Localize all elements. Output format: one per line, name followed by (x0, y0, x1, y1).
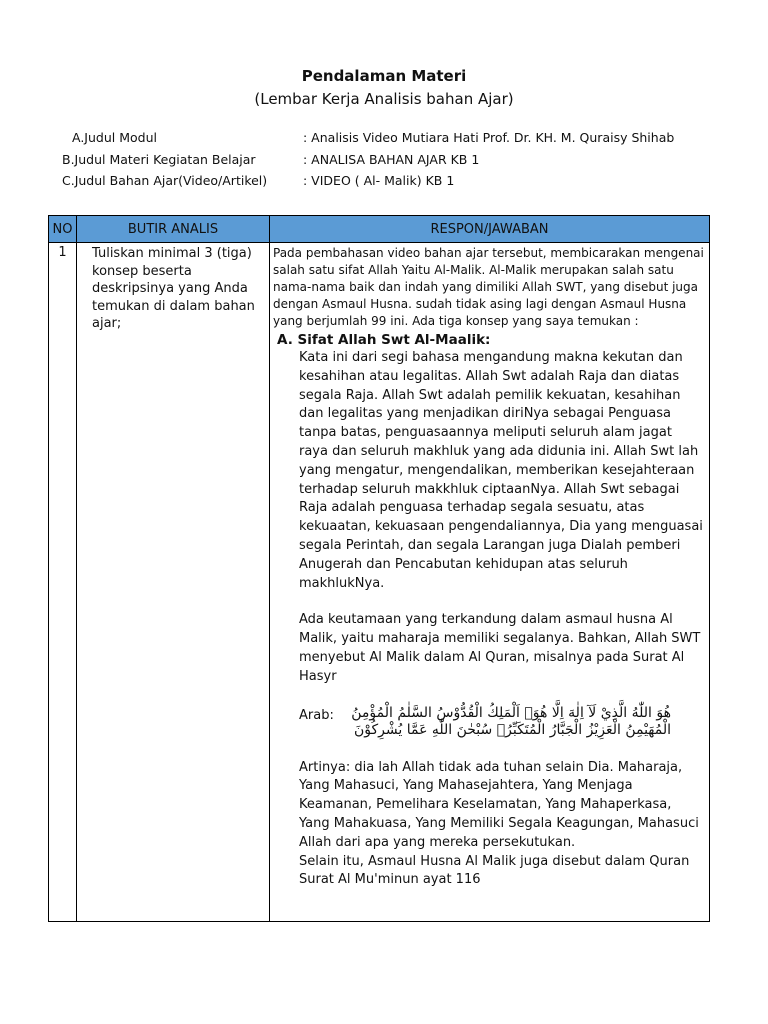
meta-value: : VIDEO ( Al- Malik) KB 1 (303, 173, 455, 188)
analysis-table (48, 215, 710, 922)
meta-label: A.Judul Modul (72, 130, 157, 145)
arabic-text (351, 705, 671, 739)
meta-value: : Analisis Video Mutiara Hati Prof. Dr. KH. M. Quraisy Shihab (303, 130, 675, 145)
header-butir-analis: BUTIR ANALIS (77, 216, 270, 243)
row-number: 1 (49, 243, 77, 922)
table-row (49, 243, 710, 922)
header-respon-jawaban: RESPON/JAWABAN (270, 216, 710, 243)
row-response (270, 243, 710, 922)
paragraph-definition: Kata ini dari segi bahasa mengandung makna kekutan dan kesahihan atau legalitas. Allah Swt adalah Raja dan diatas segala Raja. Allah Swt adalah pemilik kekuatan, kesahihan dan legalitas yang menjadikan diriNya sebagai Penguasa tanpa batas, penguasaannya meliputi seluruh alam jagat raya dan seluruh makhluk yang ada didunia ini. Allah Swt lah yang mengatur, mengendalikan, memberikan kesejahteraan terhadap seluruh makkhluk ciptaanNya. Allah Swt sebagai Raja adalah penguasa terhadap segala sesuatu, atas kekuaatan, kekuasaan pengendaliannya, Dia yang menguasai segala Perintah, dan segala Larangan juga Dialah pemberi Anugerah dan Pencabutan kehidupan atas seluruh makhlukNya. (299, 350, 703, 591)
arabic-verse (299, 705, 705, 741)
meta-label: B.Judul Materi Kegiatan Belajar (62, 152, 256, 167)
row-butir-text: Tuliskan minimal 3 (tiga) konsep beserta deskripsinya yang Anda temukan di dalam bahan ajar; (77, 243, 270, 922)
arabic-label: Arab: (299, 707, 334, 723)
paragraph-translation: Artinya: dia lah Allah tidak ada tuhan selain Dia. Maharaja, Yang Mahasuci, Yang Mahasejahtera, Yang Menjaga Keamanan, Pemelihara Keselamatan, Yang Mahaperkasa, Yang Mahakuasa, Yang Memiliki Segala Keagungan, Mahasuci Allah dari apa yang mereka persekutukan. (299, 759, 699, 850)
meta-value: : ANALISA BAHAN AJAR KB 1 (303, 152, 480, 167)
arabic-line-2: الْمُهَيْمِنُ الْعَزِيْزُ الْجَبَّارُ الْمُتَكَبِّرُۗ سُبْحٰنَ اللّٰهِ عَمَّا يُشْرِكُوْنَ (353, 721, 671, 738)
meta-label: C.Judul Bahan Ajar(Video/Artikel) (62, 173, 268, 188)
section-body (299, 349, 705, 890)
arabic-line-1: هُوَ اللّٰهُ الَّذِيْ لَآ اِلٰهَ اِلَّا هُوَۚ اَلْمَلِكُ الْقُدُّوْسُ السَّلٰمُ الْمُؤْمِنُ (351, 704, 671, 721)
page-subtitle: (Lembar Kerja Analisis bahan Ajar) (254, 90, 514, 108)
paragraph-keutamaan: Ada keutamaan yang terkandung dalam asmaul husna Al Malik, yaitu maharaja memiliki segalanya. Bahkan, Allah SWT menyebut Al Malik dalam Al Quran, misalnya pada Surat Al Hasyr (299, 612, 701, 684)
page-title: Pendalaman Materi (301, 67, 467, 85)
table-header-row (49, 216, 710, 243)
section-heading: A. Sifat Allah Swt Al-Maalik: (277, 332, 491, 348)
paragraph-reference: Selain itu, Asmaul Husna Al Malik juga disebut dalam Quran Surat Al Mu'minun ayat 116 (299, 853, 690, 888)
response-intro: Pada pembahasan video bahan ajar tersebut, membicarakan mengenai salah satu sifat Allah Yaitu Al-Malik. Al-Malik merupakan salah satu nama-nama baik dan indah yang dimiliki Allah SWT, yang disebut juga dengan Asmaul Husna. sudah tidak asing lagi dengan Asmaul Husna yang berjumlah 99 ini. Ada tiga konsep yang saya temukan : (273, 246, 704, 328)
header-no: NO (49, 216, 77, 243)
